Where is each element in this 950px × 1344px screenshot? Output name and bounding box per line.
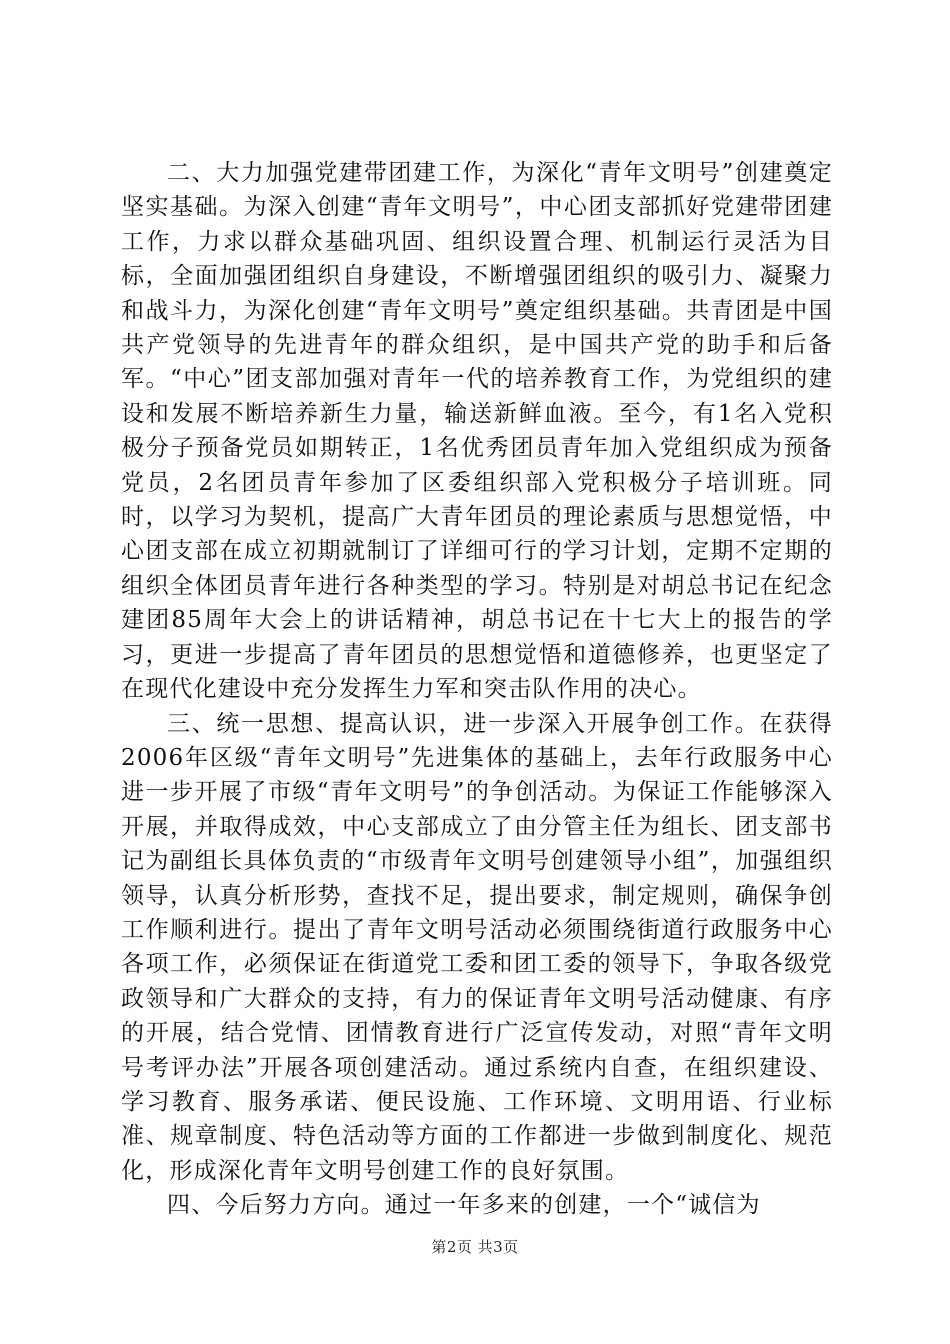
paragraph-unified-thinking: 三、统一思想、提高认识，进一步深入开展争创工作。在获得2006年区级“青年文明号”先进集体的基础上，去年行政服务中心进一步开展了市级“青年文明号”的争创活动。为保证工作能够深入开展，并取得成效，中心支部成立了由分管主任为组长、团支部书记为副组长具体负责的“市级青年文明号创建领导小组”，加强组织领导，认真分析形势，查找不足，提出要求，制定规则，确保争创工作顺利进行。提出了青年文明号活动必须围绕街道行政服务中心各项工作，必须保证在街道党工委和团工委的领导下，争取各级党政领导和广大群众的支持，有力的保证青年文明号活动健康、有序的开展，结合党情、团情教育进行广泛宣传发动，对照“青年文明号考评办法”开展各项创建活动。通过系统内自查，在组织建设、学习教育、服务承诺、便民设施、工作环境、文明用语、行业标准、规章制度、特色活动等方面的工作都进一步做到制度化、规范化，形成深化青年文明号创建工作的良好氛围。 xyxy=(121,710,833,1184)
paragraph-party-building: 二、大力加强党建带团建工作，为深化“青年文明号”创建奠定坚实基础。为深入创建“青年文明号”，中心团支部抓好党建带团建工作，力求以群众基础巩固、组织设置合理、机制运行灵活为目标，全面加强团组织自身建设，不断增强团组织的吸引力、凝聚力和战斗力，为深化创建“青年文明号”奠定组织基础。共青团是中国共产党领导的先进青年的群众组织，是中国共产党的助手和后备军。“中心”团支部加强对青年一代的培养教育工作，为党组织的建设和发展不断培养新生力量，输送新鲜血液。至今，有1名入党积极分子预备党员如期转正，1名优秀团员青年加入党组织成为预备党员，2名团员青年参加了区委组织部入党积极分子培训班。同时，以学习为契机，提高广大青年团员的理论素质与思想觉悟，中心团支部在成立初期就制订了详细可行的学习计划，定期不定期的组织全体团员青年进行各种类型的学习。特别是对胡总书记在纪念建团85周年大会上的讲话精神，胡总书记在十七大上的报告的学习，更进一步提高了青年团员的思想觉悟和道德修养，也更坚定了在现代化建设中充分发挥生力军和突击队作用的决心。 xyxy=(121,160,833,703)
document-body xyxy=(121,156,833,1223)
paragraph-future-direction: 四、今后努力方向。通过一年多来的创建，一个“诚信为 xyxy=(167,1192,761,1219)
page-number-footer: 第2页 共3页 xyxy=(431,1238,519,1256)
